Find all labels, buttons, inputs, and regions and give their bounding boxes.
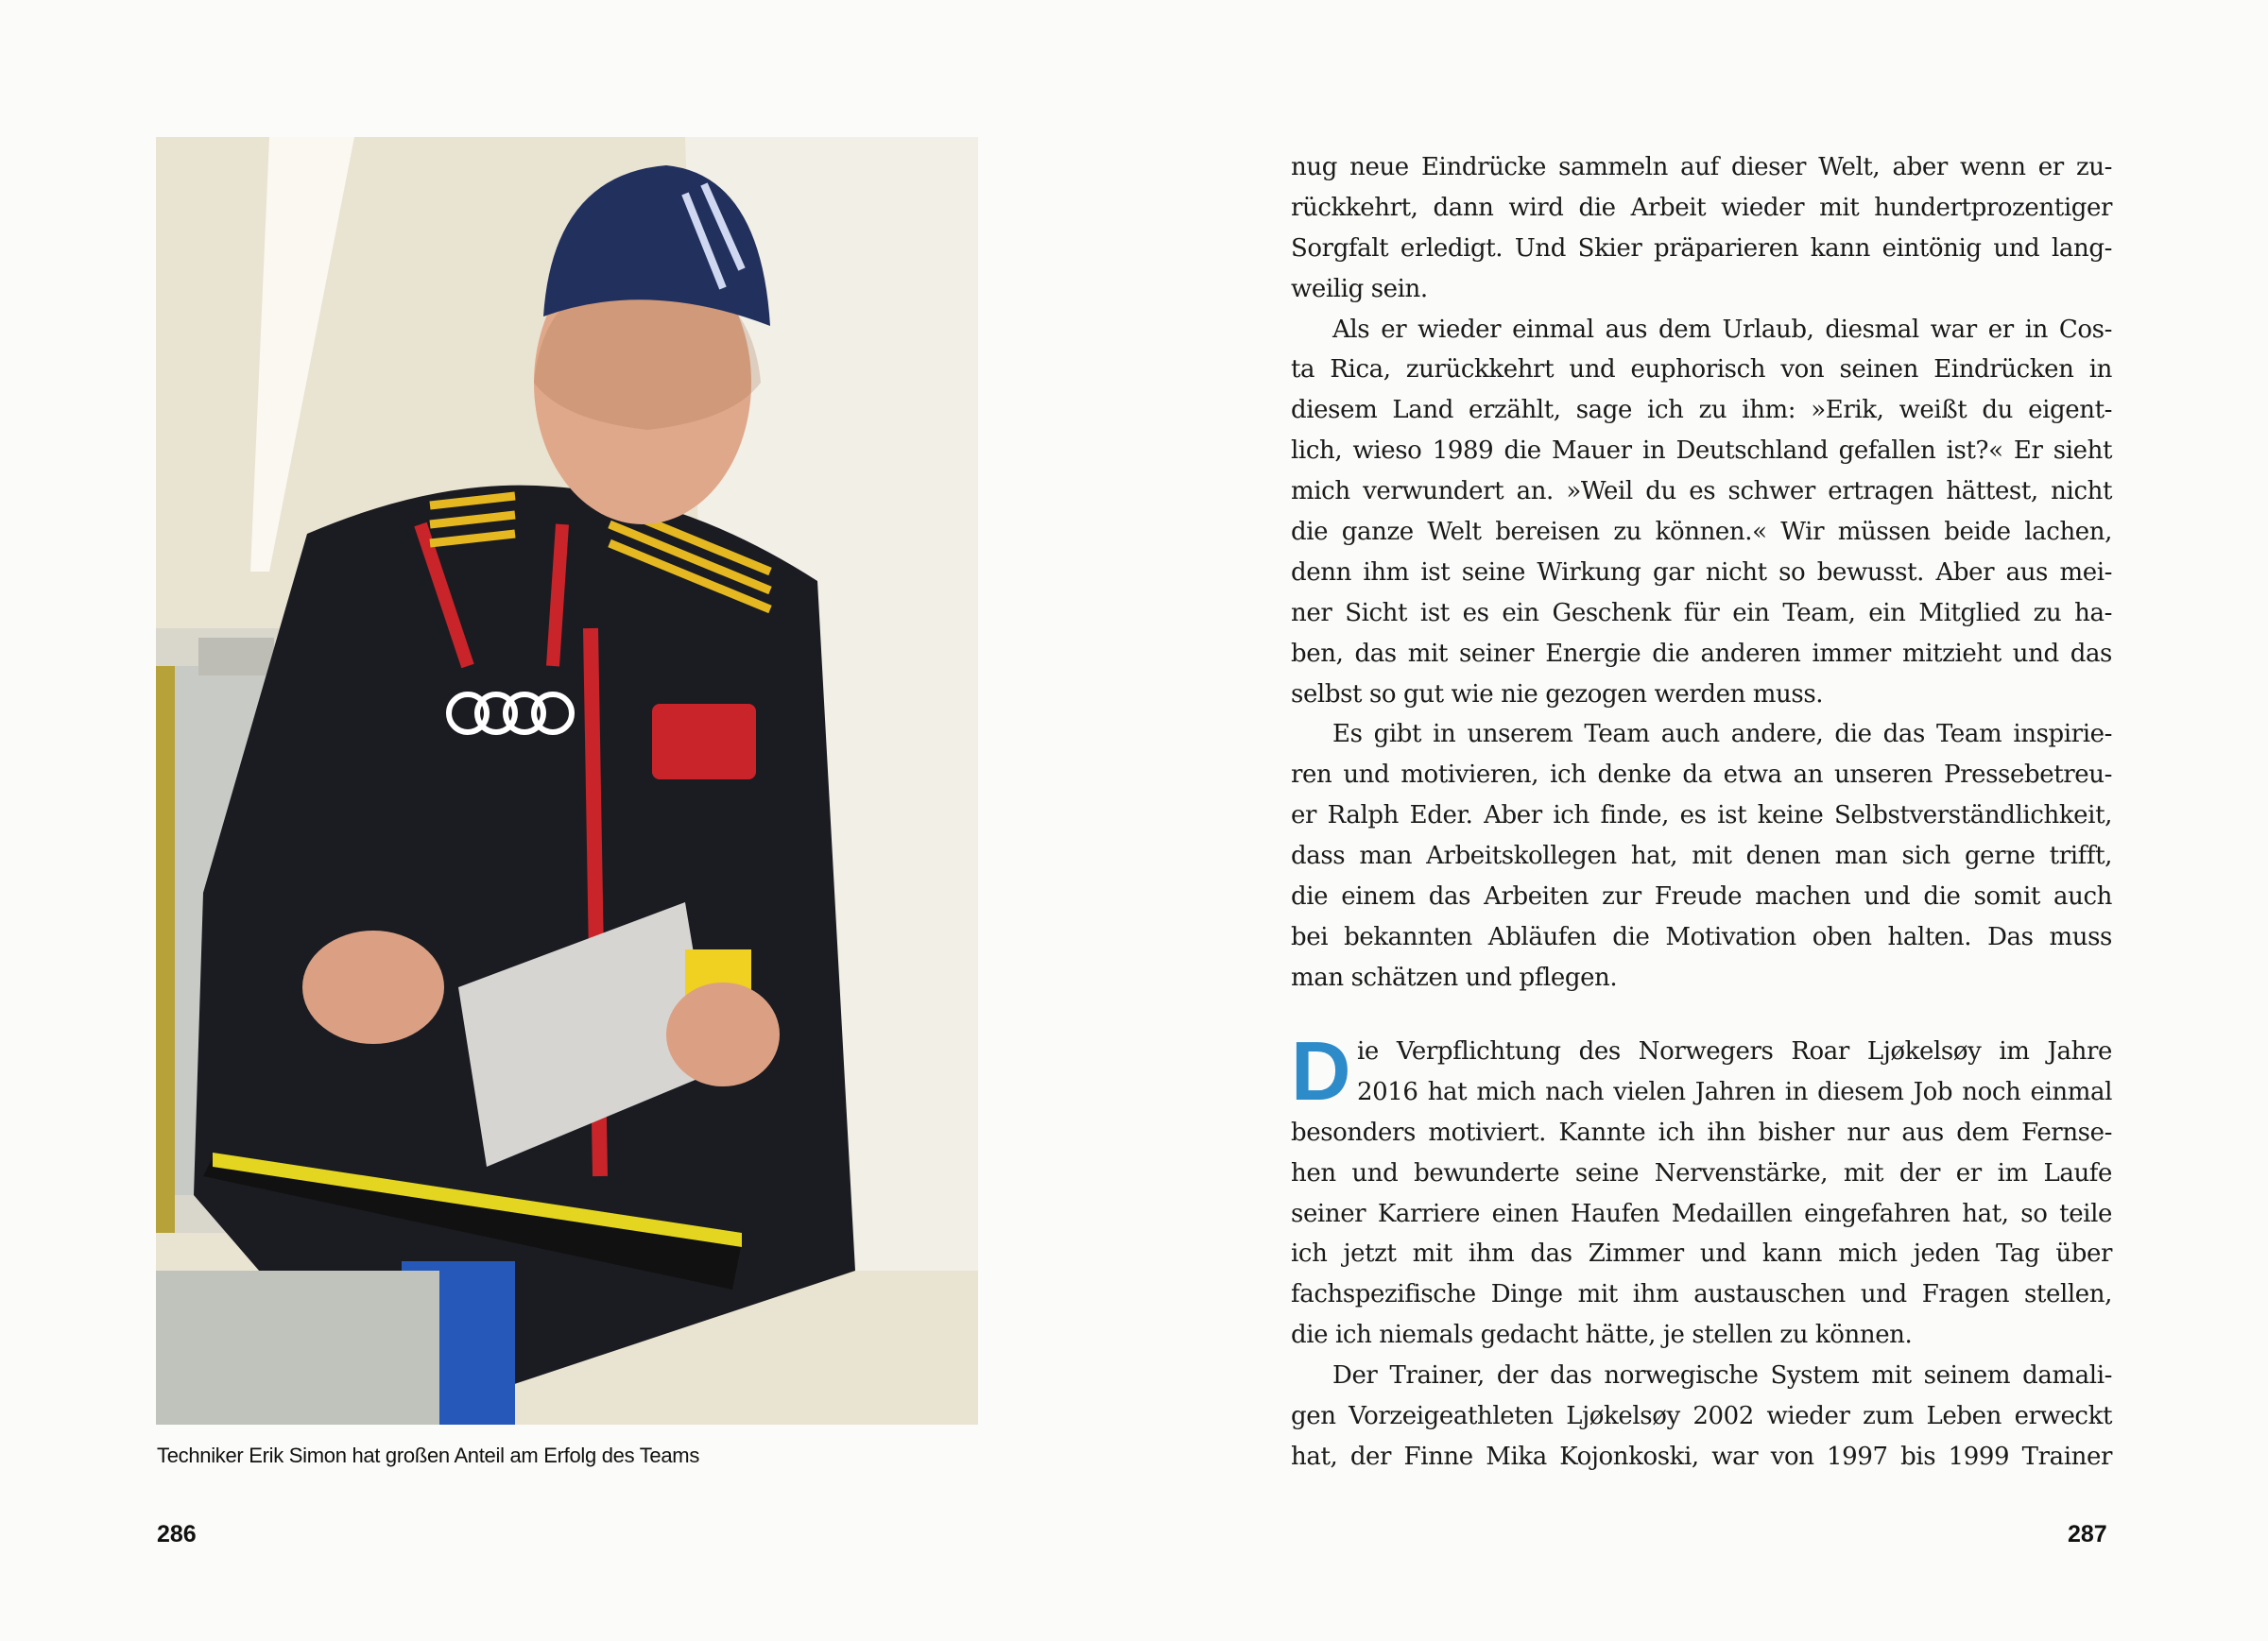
text-line: seiner Karriere einen Haufen Medaillen eingefahren hat, so teile: [1291, 1199, 2112, 1228]
text-line: Als er wieder einmal aus dem Urlaub, diesmal war er in Cos-: [1332, 315, 2112, 344]
photo-technician: [156, 137, 978, 1425]
text-line: ben, das mit seiner Energie die anderen immer mitzieht und das: [1291, 639, 2112, 668]
text-line: mich verwundert an. »Weil du es schwer ertragen hättest, nicht: [1291, 477, 2112, 506]
body-text-section-2: [1291, 1024, 2112, 1478]
text-line: Es gibt in unserem Team auch andere, die das Team inspirie-: [1332, 720, 2112, 749]
drop-cap: D: [1291, 1024, 1351, 1118]
text-line: hen und bewunderte seine Nervenstärke, mit der er im Laufe: [1291, 1158, 2112, 1188]
text-line: denn ihm ist seine Wirkung gar nicht so bewusst. Aber aus mei-: [1291, 557, 2112, 587]
text-line: Der Trainer, der das norwegische System mit seinem damali-: [1332, 1361, 2112, 1391]
text-line: Sorgfalt erledigt. Und Skier präparieren kann eintönig und lang-: [1291, 233, 2112, 263]
text-line: man schätzen und pflegen.: [1291, 963, 1618, 992]
text-line: weilig sein.: [1291, 274, 1428, 303]
text-line: diesem Land erzählt, sage ich zu ihm: »Erik, weißt du eigent-: [1291, 396, 2112, 425]
text-line: ich jetzt mit ihm das Zimmer und kann mich jeden Tag über: [1291, 1239, 2112, 1269]
text-line: rückkehrt, dann wird die Arbeit wieder mit hundertprozentiger: [1291, 193, 2112, 222]
text-line: besonders motiviert. Kannte ich ihn bisher nur aus dem Fernse-: [1291, 1118, 2112, 1147]
text-line: die ich niemals gedacht hätte, je stellen zu können.: [1291, 1321, 1913, 1350]
text-line: 2016 hat mich nach vielen Jahren in diesem Job noch einmal: [1357, 1077, 2112, 1106]
text-line: gen Vorzeigeathleten Ljøkelsøy 2002 wieder zum Leben erweckt: [1291, 1402, 2112, 1431]
text-line: die ganze Welt bereisen zu können.« Wir müssen beide lachen,: [1291, 518, 2112, 547]
text-line: er Ralph Eder. Aber ich finde, es ist keine Selbstverständlichkeit,: [1291, 801, 2112, 830]
text-line: lich, wieso 1989 die Mauer in Deutschland gefallen ist?« Er sieht: [1291, 436, 2112, 466]
text-line: ta Rica, zurückkehrt und euphorisch von seinen Eindrücken in: [1291, 355, 2112, 385]
photo-illustration: [156, 137, 978, 1425]
text-line: selbst so gut wie nie gezogen werden muss.: [1291, 679, 1824, 709]
text-line: nug neue Eindrücke sammeln auf dieser Welt, aber wenn er zu-: [1291, 153, 2112, 181]
text-line: ren und motivieren, ich denke da etwa an unseren Pressebetreu-: [1291, 761, 2112, 790]
text-line: dass man Arbeitskollegen hat, mit denen man sich gerne trifft,: [1291, 842, 2112, 871]
text-line: ie Verpflichtung des Norwegers Roar Ljøkelsøy im Jahre: [1357, 1037, 2112, 1066]
text-line: bei bekannten Abläufen die Motivation oben halten. Das muss: [1291, 922, 2112, 951]
text-line: die einem das Arbeiten zur Freude machen und die somit auch: [1291, 882, 2112, 912]
text-line: hat, der Finne Mika Kojonkoski, war von 1997 bis 1999 Trainer: [1291, 1442, 2112, 1471]
text-line: fachspezifische Dinge mit ihm austauschen und Fragen stellen,: [1291, 1280, 2112, 1309]
text-line: ner Sicht ist es ein Geschenk für ein Team, ein Mitglied zu ha-: [1291, 598, 2112, 627]
body-text-section-1: [1291, 147, 2112, 999]
photo-caption: Techniker Erik Simon hat großen Anteil am Erfolg des Teams: [157, 1444, 700, 1467]
page-number-right: 287: [2068, 1521, 2107, 1547]
page-number-left: 286: [157, 1521, 197, 1547]
